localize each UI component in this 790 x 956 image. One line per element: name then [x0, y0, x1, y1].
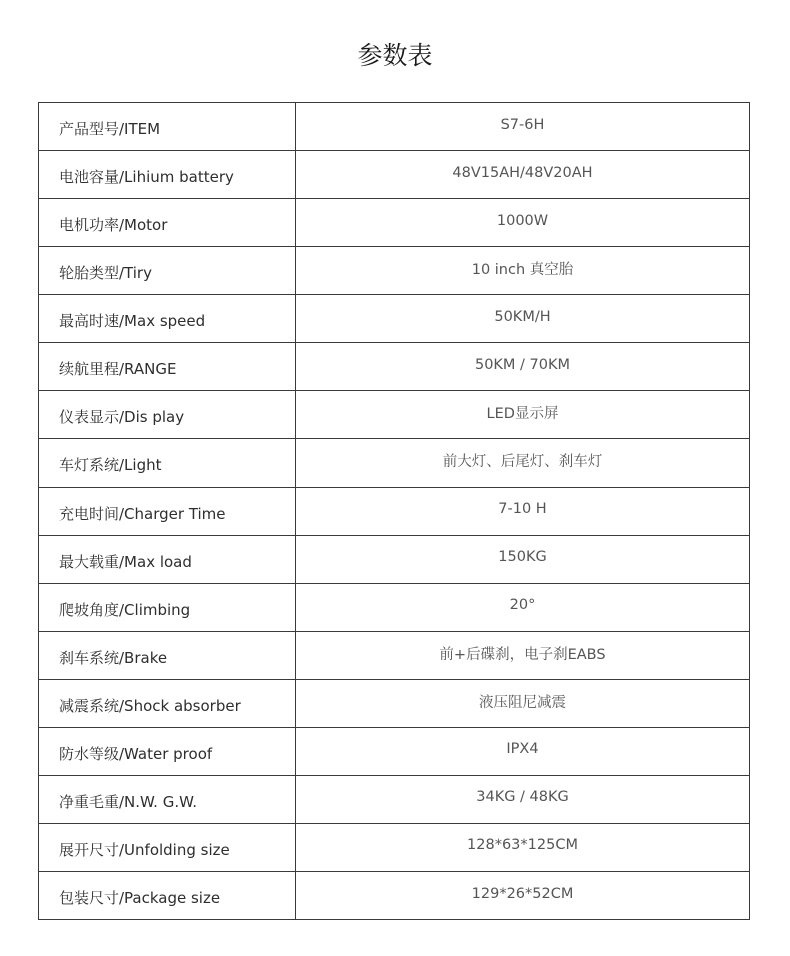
spec-value: S7-6H [500, 116, 545, 133]
spec-row-display [39, 390, 749, 438]
spec-row-package-size [39, 871, 749, 919]
spec-row-motor [39, 198, 749, 246]
spec-label: 电池容量/Lihium battery [39, 151, 296, 198]
spec-label: 车灯系统/Light [39, 439, 296, 486]
spec-label: 防水等级/Water proof [39, 728, 296, 775]
spec-value: 150KG [498, 549, 547, 566]
spec-label: 续航里程/RANGE [39, 343, 296, 390]
spec-label: 充电时间/Charger Time [39, 488, 296, 535]
spec-row-climbing [39, 583, 749, 631]
spec-row-tire [39, 246, 749, 294]
spec-value: 34KG / 48KG [476, 789, 569, 806]
spec-row-max-load [39, 535, 749, 583]
spec-value: 50KM/H [494, 308, 551, 325]
spec-value: 129*26*52CM [471, 885, 574, 902]
spec-value: 前大灯、后尾灯、刹车灯 [442, 454, 603, 471]
spec-value: 7-10 H [498, 501, 547, 518]
spec-value: 128*63*125CM [467, 837, 578, 854]
spec-label: 最大载重/Max load [39, 536, 296, 583]
spec-value: IPX4 [506, 741, 539, 758]
spec-row-light [39, 438, 749, 486]
spec-row-unfolding-size [39, 823, 749, 871]
spec-label: 轮胎类型/Tiry [39, 247, 296, 294]
spec-label: 展开尺寸/Unfolding size [39, 824, 296, 871]
spec-row-battery [39, 150, 749, 198]
spec-value: 前+后碟刹，电子刹EABS [439, 646, 606, 663]
spec-table [38, 102, 750, 920]
spec-row-range [39, 342, 749, 390]
spec-label: 最高时速/Max speed [39, 295, 296, 342]
spec-value: 48V15AH/48V20AH [452, 164, 593, 181]
spec-label: 电机功率/Motor [39, 199, 296, 246]
spec-label: 刹车系统/Brake [39, 632, 296, 679]
spec-value: 液压阻尼减震 [479, 694, 566, 711]
spec-label: 仪表显示/Dis play [39, 391, 296, 438]
spec-label: 产品型号/ITEM [39, 103, 296, 150]
spec-row-shock-absorber [39, 679, 749, 727]
spec-label: 爬坡角度/Climbing [39, 584, 296, 631]
spec-label: 包装尺寸/Package size [39, 872, 296, 919]
spec-row-max-speed [39, 294, 749, 342]
spec-value: LED显示屏 [486, 406, 559, 423]
spec-label: 净重毛重/N.W. G.W. [39, 776, 296, 823]
spec-value: 50KM / 70KM [474, 356, 571, 373]
spec-value: 1000W [496, 212, 549, 229]
spec-row-charger-time [39, 487, 749, 535]
spec-value: 20° [509, 597, 536, 614]
spec-row-weight [39, 775, 749, 823]
spec-label: 减震系统/Shock absorber [39, 680, 296, 727]
spec-row-brake [39, 631, 749, 679]
spec-value: 10 inch 真空胎 [471, 262, 574, 279]
spec-row-water-proof [39, 727, 749, 775]
spec-row-item [39, 103, 749, 150]
page-title: 参数表 [357, 41, 433, 70]
